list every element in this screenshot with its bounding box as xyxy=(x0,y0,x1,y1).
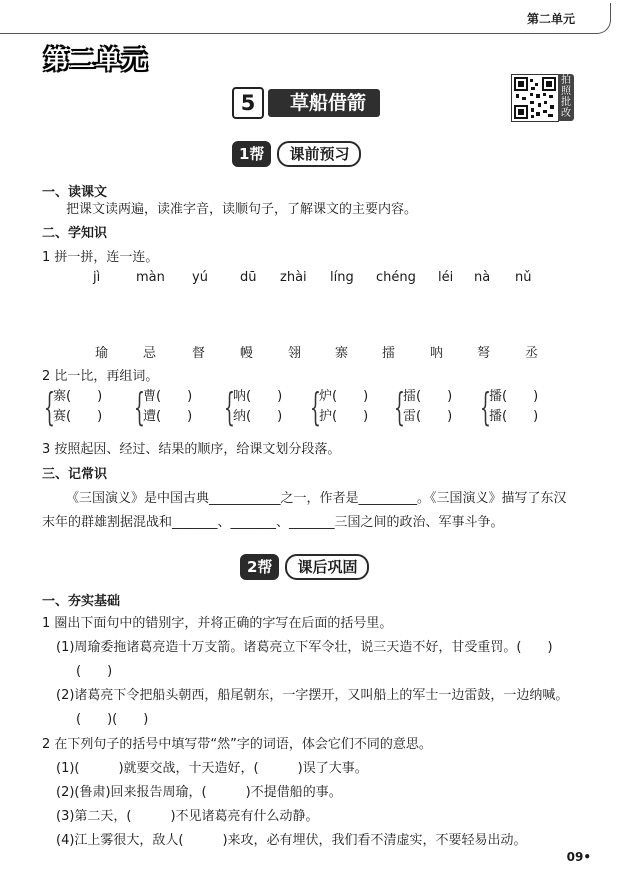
section-1-title: 课前预习 xyxy=(277,141,361,167)
pinyin-item: zhài xyxy=(280,270,307,285)
compare-pair xyxy=(394,387,452,427)
compare-word: 播( ) xyxy=(489,389,539,404)
exercise-1-item: (2)诸葛亮下令把船头朝西，船尾朝东，一字摆开，又叫船上的军士一边雷鼓，一边纳喊。 xyxy=(56,688,569,703)
page-number xyxy=(567,850,591,864)
pinyin-item: chéng xyxy=(376,270,416,285)
brace-icon: { xyxy=(310,385,321,429)
lesson-number: 5 xyxy=(232,87,264,119)
compare-word: 赛( ) xyxy=(53,409,103,424)
pinyin-item: dū xyxy=(240,270,257,285)
lesson-title: 草船借箭 xyxy=(268,89,380,117)
compare-word: 寨( ) xyxy=(53,389,103,404)
hanzi-item: 忌 xyxy=(143,346,157,361)
exercise-1-item: ( ) xyxy=(76,664,113,679)
section-2-badge: 2帮 xyxy=(240,554,279,580)
hanzi-item: 丞 xyxy=(525,346,539,361)
pinyin-item: nà xyxy=(474,270,491,285)
header-corner-decoration xyxy=(588,3,611,34)
compare-word: 护( ) xyxy=(319,409,369,424)
lesson-title-bar xyxy=(232,88,380,118)
question-2: 2 比一比，再组词。 xyxy=(42,369,159,384)
hanzi-item: 幔 xyxy=(240,346,254,361)
consolidation-heading: 一、夯实基础 xyxy=(42,594,121,609)
brace-icon: { xyxy=(480,385,491,429)
compare-word: 曹( ) xyxy=(143,389,193,404)
compare-pair xyxy=(310,387,368,427)
compare-word: 播( ) xyxy=(489,409,539,424)
exercise-2: 2 在下列句子的括号中填写带“然”字的词语，体会它们不同的意思。 xyxy=(42,737,432,752)
page-number-value: 09 xyxy=(566,850,584,864)
exercise-1: 1 圈出下面句中的错别字，并将正确的字写在后面的括号里。 xyxy=(42,616,393,631)
bullet-icon: • xyxy=(583,850,591,864)
exercise-2-item: (1)( )就要交战，十天造好，( )误了大事。 xyxy=(56,761,368,776)
qr-code-icon[interactable] xyxy=(511,74,559,122)
hanzi-item: 呐 xyxy=(430,346,444,361)
part-1-text: 把课文读两遍，读准字音，读顺句子，了解课文的主要内容。 xyxy=(66,202,418,217)
compare-pair xyxy=(480,387,538,427)
part-3-heading: 三、记常识 xyxy=(42,467,108,482)
compare-word: 遭( ) xyxy=(143,409,193,424)
compare-word: 擂( ) xyxy=(403,389,453,404)
question-3: 3 按照起因、经过、结果的顺序，给课文划分段落。 xyxy=(42,442,341,457)
hanzi-item: 弩 xyxy=(477,346,491,361)
pinyin-item: jì xyxy=(93,270,101,285)
part-1-heading: 一、读课文 xyxy=(42,185,108,200)
part-2-heading: 二、学知识 xyxy=(42,226,108,241)
section-1-header xyxy=(232,140,361,168)
running-header: 第二单元 xyxy=(526,12,575,26)
compare-word: 炉( ) xyxy=(319,389,369,404)
photo-grade-tab[interactable]: 拍照批改 xyxy=(558,74,574,121)
section-2-header xyxy=(240,553,369,581)
header-rule xyxy=(0,33,598,34)
part-3-line-1: 《三国演义》是中国古典___________之一，作者是_________。《三国演义》描写了东汉 xyxy=(66,491,567,506)
hanzi-item: 寨 xyxy=(335,346,349,361)
brace-icon: { xyxy=(394,385,405,429)
compare-pair xyxy=(224,387,282,427)
brace-icon: { xyxy=(224,385,235,429)
pinyin-item: nǔ xyxy=(515,270,532,285)
brace-icon: { xyxy=(44,385,55,429)
compare-word: 纳( ) xyxy=(233,409,283,424)
hanzi-item: 翎 xyxy=(288,346,302,361)
brace-icon: { xyxy=(134,385,145,429)
compare-pair xyxy=(44,387,102,427)
hanzi-item: 擂 xyxy=(382,346,396,361)
unit-title: 第二单元 xyxy=(44,45,149,74)
question-1: 1 拼一拼，连一连。 xyxy=(42,250,159,265)
exercise-2-item: (2)(鲁肃)回来报告周瑜，( )不提借船的事。 xyxy=(56,785,342,800)
hanzi-item: 督 xyxy=(192,346,206,361)
pinyin-item: màn xyxy=(136,270,165,285)
pinyin-item: yú xyxy=(192,270,208,285)
compare-pair xyxy=(134,387,192,427)
pinyin-item: léi xyxy=(438,270,454,285)
pinyin-item: líng xyxy=(330,270,354,285)
exercise-2-item: (4)江上雾很大，敌人( )来攻，必有埋伏，我们看不清虚实，不要轻易出动。 xyxy=(56,833,527,848)
exercise-1-item: ( )( ) xyxy=(76,712,149,727)
hanzi-item: 瑜 xyxy=(95,346,109,361)
part-3-line-2: 末年的群雄割据混战和_______、_______、_______三国之间的政治、军事斗争。 xyxy=(42,515,504,530)
section-1-badge: 1帮 xyxy=(232,141,271,167)
exercise-1-item: (1)周瑜委拖诸葛亮造十万支箭。诸葛亮立下军令壮，说三天造不好，甘受重罚。( ) xyxy=(56,640,553,655)
exercise-2-item: (3)第二天，( )不见诸葛亮有什么动静。 xyxy=(56,809,319,824)
compare-word: 呐( ) xyxy=(233,389,283,404)
section-2-title: 课后巩固 xyxy=(285,554,369,580)
compare-word: 雷( ) xyxy=(403,409,453,424)
